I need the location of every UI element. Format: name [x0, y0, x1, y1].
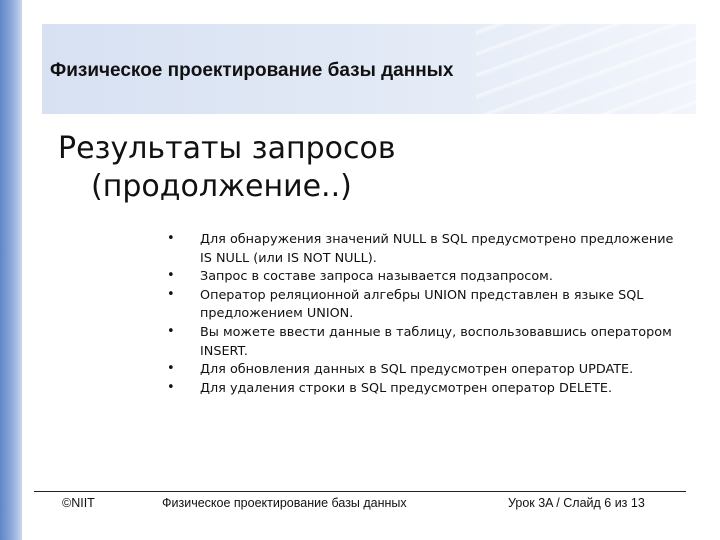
bullet-item: • Для удаления строки в SQL предусмотрен оператор DELETE. — [167, 379, 613, 396]
bullet-icon: • — [167, 379, 175, 395]
bullet-list — [164, 231, 684, 398]
bullet-item: • Оператор реляционной алгебры UNION представлен в языке SQL предложением UNION. — [167, 286, 644, 322]
footer-slide-number: Урок 3A / Слайд 6 из 13 — [508, 496, 645, 510]
bullet-item: • Для обнаружения значений NULL в SQL предусмотрено предложение IS NULL (или IS NOT NULL). — [167, 231, 674, 266]
bullet-icon: • — [167, 231, 175, 246]
bullet-item: • Запрос в составе запроса называется подзапросом. — [167, 268, 553, 285]
slide-title-line1: Результаты запросов — [58, 131, 396, 166]
left-decor-bar — [0, 0, 22, 540]
bullet-item: • Для обновления данных в SQL предусмотрен оператор UPDATE. — [167, 361, 634, 378]
bullet-icon: • — [167, 286, 175, 302]
bullet-icon: • — [167, 268, 175, 284]
footer-course-title: Физическое проектирование базы данных — [162, 496, 407, 510]
bullet-item: • Вы можете ввести данные в таблицу, воспользовавшись оператором INSERT. — [167, 323, 672, 359]
bullet-icon: • — [167, 323, 175, 339]
footer-divider — [34, 491, 686, 492]
slide-title-line2: (продолжение..) — [91, 169, 352, 204]
footer-copyright: ©NIIT — [62, 496, 95, 510]
bullet-icon: • — [167, 361, 175, 377]
header-title: Физическое проектирование базы данных — [50, 60, 454, 81]
slide-title — [58, 130, 478, 206]
